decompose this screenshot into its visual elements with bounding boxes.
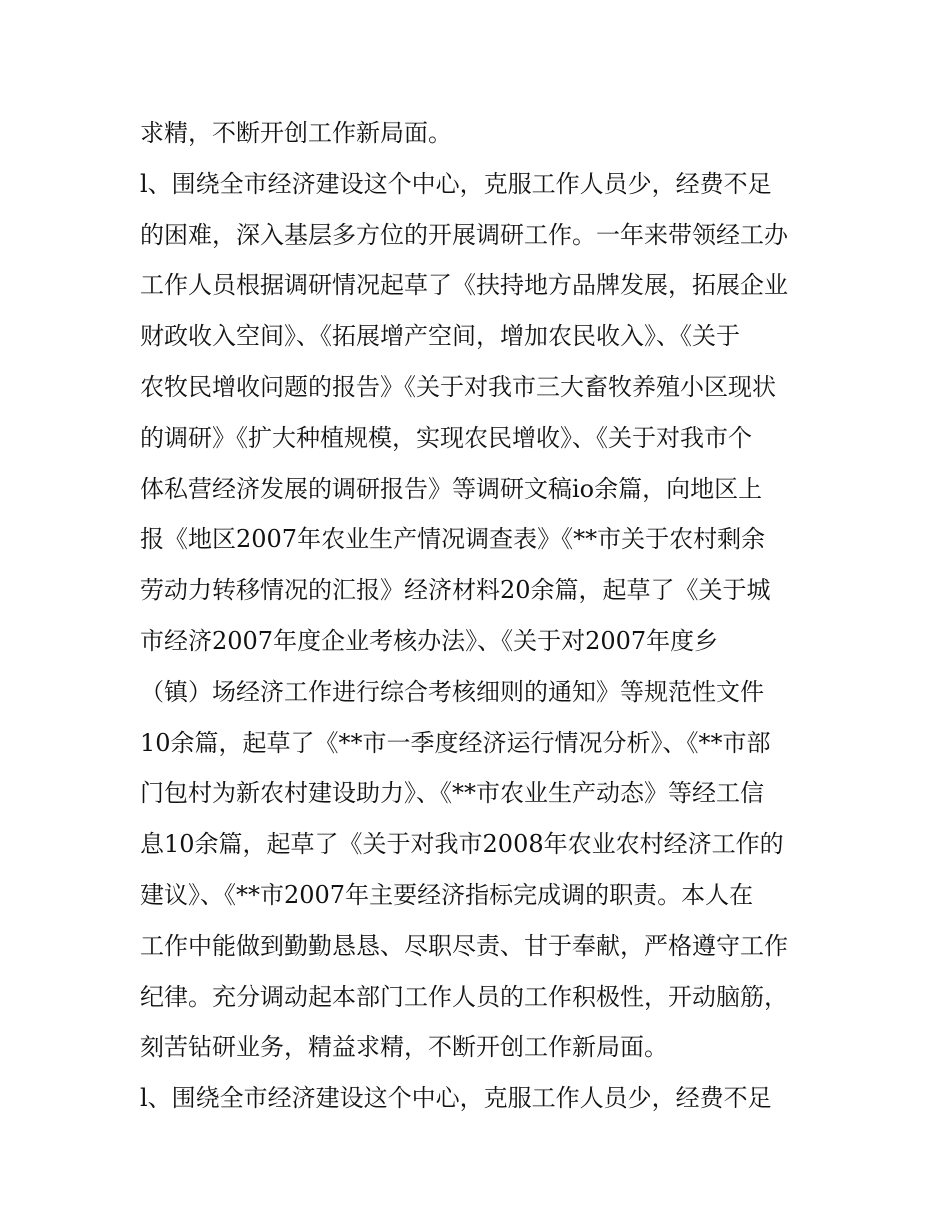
text-line: 刻苦钻研业务，精益求精，不断开创工作新局面。: [140, 1033, 668, 1062]
text-line: l、围绕全市经济建设这个中心，克服工作人员少，经费不足: [140, 169, 772, 198]
text-line: 市经济2007年度企业考核办法》、《关于对2007年度乡: [140, 626, 719, 655]
text-line: 财政收入空间》、《拓展增产空间，增加农民收入》、《关于: [140, 322, 740, 351]
text-line: l、围绕全市经济建设这个中心，克服工作人员少，经费不足: [140, 1084, 772, 1113]
text-line: 建议》、《**市2007年主要经济指标完成调的职责。本人在: [140, 880, 754, 909]
text-line: 的调研》《扩大种植规模，实现农民增收》、《关于对我市个: [140, 423, 752, 452]
text-line: 求精，不断开创工作新局面。: [140, 119, 452, 147]
text-line: 10余篇，起草了《**市一季度经济运行情况分析》、《**市部: [140, 728, 771, 757]
text-line: 工作中能做到勤勤恳恳、尽职尽责、甘于奉献，严格遵守工作: [140, 931, 788, 960]
text-line: 农牧民增收问题的报告》《关于对我市三大畜牧养殖小区现状: [140, 372, 776, 401]
text-line: 息10余篇，起草了《关于对我市2008年农业农村经济工作的: [140, 830, 784, 859]
text-line: 劳动力转移情况的汇报》经济材料20余篇，起草了《关于城: [140, 576, 771, 605]
text-line: 门包村为新农村建设助力》、《**市农业生产动态》等经工信: [140, 779, 764, 808]
body-text: [140, 108, 820, 1124]
text-line: 工作人员根据调研情况起草了《扶持地方品牌发展，拓展企业: [140, 271, 788, 300]
text-line: 的困难，深入基层多方位的开展调研工作。一年来带领经工办: [140, 220, 788, 249]
text-line: 体私营经济发展的调研报告》等调研文稿io余篇，向地区上: [140, 474, 763, 503]
text-line: 纪律。充分调动起本部门工作人员的工作积极性，开动脑筋，: [140, 982, 788, 1011]
text-line: （镇）场经济工作进行综合考核细则的通知》等规范性文件: [140, 677, 764, 706]
text-line: 报《地区2007年农业生产情况调查表》《**市关于农村剩余: [140, 525, 766, 554]
